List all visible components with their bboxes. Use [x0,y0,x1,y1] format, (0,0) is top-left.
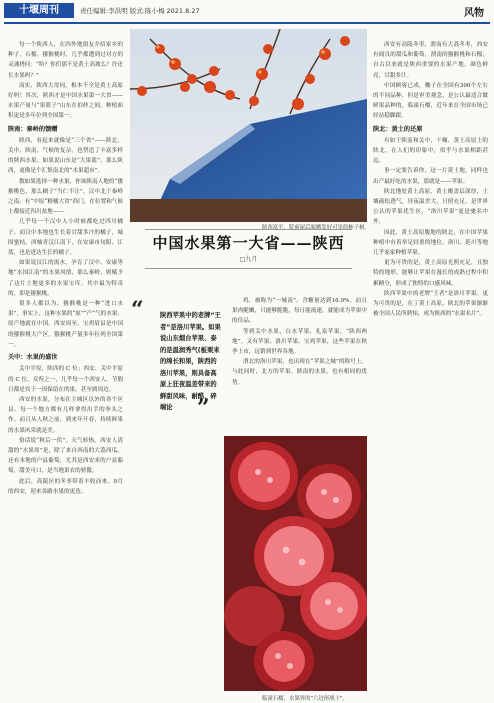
paragraph: 如果说汉江的流水，孕育了汉中、安康等地“水国江南”的水果风情，那么秦岭，则赋予了这片土地更多的水果宝库。其中最为特奇的，即是猕猴桃。 [8,260,123,297]
persimmon-illustration [130,29,367,222]
article-title: 中国水果第一大省——陕西 [152,234,345,252]
paragraph: 数如果选择一种水果，你该陕南人地的“猕猴桃色，那么橘子“当仁不让”。汉中北于秦岭之南，有“中原“粮桶大省”西门，在位置和气候上都接近四川盆地—— [8,178,123,216]
paragraph: 西安有高陵冬枣，渭南有大荔冬枣，西安有阎良的甜瓜和葡萄，渭南的猕猴桃和石榴，自古以来就是陕西重要的水果产地，颜色鲜亮，甘甜多汁。 [373,42,488,79]
title-rule-top [145,229,352,230]
column-right [373,40,488,700]
paragraph: 几乎每一个汉中人小时候都吃过四川橘子。而汉中本地也生长着甘甜多汁的橘子，城固蜜桔、西柚青汉江南下，在安康市旬阳、江蓝，也是进达生长的橘子。 [8,219,123,257]
photo-top-caption: 陕西富平，院前屋后晾晒发好可见的柿子树。 [262,225,370,231]
paragraph: 而实，陕西大母同，根本不全是黄土高原好吗！其次，陕西才是中国水果第一大省——水果产量与“果篮子”山东在伯仲之间，种植面积更是多年位列全国第一。 [8,82,123,120]
subheading: 陕北：黄土的还原 [373,125,423,133]
paragraph: 有如于陕南和关中，干燥、黄土高原上的陕北，在人们的印象中，似乎与水果相距甚远。 [373,137,488,165]
paragraph: 事一定要告诉你，这一片黄土地，同样也出产最好吃的水果，那就是——苹果。 [373,168,488,185]
paragraph: 等到关中水果，白水苹果、礼泉苹果，“陕西两地”。又有苹果、洛川苹果、宝鸡苹果，这些苹果在秋季上市，远销到世界各地。 [232,328,367,356]
pull-quote: 陕西苹果中的老牌“王者”是洛川苹果。如果说山东烟台苹果、泰的是温润秀气(板栗来的绵长和果，陕西的洛川苹果，则具备高原上狂夜温差带来的鲜甜风味，耐酷、碎端论 [160,312,221,411]
section-title: 风物 [464,8,484,19]
open-quote-icon: “ [131,297,144,323]
paragraph: 西安的水果，分布在主城区以外的各个区县。每一个地方都有几样拿得出手的拳头之作。而且从人秋之前，到来年开春，持续鲜果的水果风采就是美。 [8,396,123,434]
paragraph: 中国顾客已成，椭子在全国有300个左右的不同品种，但是审美观念，是公认最适合做鲜果品种的，临潼石榴，近年来在全国市场已经站稳脚跟。 [373,82,488,120]
paragraph: 更为可贵的是，黄土高原光照充足，且独特的地形，能够让苹果在漫长的成熟过程中积累糖分，形成了独特的口感风味。 [373,260,488,287]
paragraph: 渭北的洛川苹果，也出现在“苹果之城”的称号上。与此同时，北方的苹果、陕南的水果，也有相同的优势。 [232,359,367,386]
persimmon-photo [130,29,367,222]
paragraph: 很多人都以为，猕猴桃是一种“进口水果”，事实上，这种水果的“原”“产“气的水果，原产地就在中国。西安周至、宝鸡眉县是中国的猕猴桃大产区，猕猴桃产量多年位列全国第一。 [8,301,123,348]
header-rule [4,22,490,24]
paragraph: 陕西苹果中的老牌“王者”是洛川苹果。更为可贵的是，在丁黄土高原，陕北的苹果渐渐被全国人民所熟知，成为陕西的“水果名片”。 [373,290,488,318]
article-author: □九月 [239,256,258,263]
column-left [8,40,123,700]
paragraph: 陕西，看起来就像是“三个省”——陕北，关中、陕南。气候的复杂，也塑造了丰富多样的陕西水果。如果说山东是“大果篮”，那么陕西，更像是个汇集南北的“水果超市”。 [8,137,123,175]
column-middle [232,296,367,432]
paragraph: 鸡，被称为“一城南”。含糖量达到16.9%，而且果肉脆嫩，只能够脆脆，每日能流速，就能成为苹果中的佳品。 [232,298,367,325]
paragraph: 每一个陕西人，在四外地朋友介绍家乡的种子。石榴、猕猴桃时，几乎都遭到过对方的灵魂拷问：“哈？你们那不是黄土高坡么？许还长水果吗？” [8,42,123,79]
photo-bottom-caption: 临潼石榴，水果界的"六边形战士"。 [262,696,348,702]
subheading: 关中：水果的盛世 [8,354,58,362]
paragraph: 此后，高陵区的冬枣带着丰收而来。9月的西安，迎来各路水果的更迭。 [8,478,123,495]
page-header [0,0,494,22]
paragraph: 关中平原，陕西的 C 位；西安、关中平原的 C 位。众所之一，几乎每一个西安人，节假日都是宾于一因保留在的果，甚至到周边。 [8,366,123,393]
paragraph: 因此，黄土高原腹地的陕北，在中国苹果种植中有着举足轻重的地位，洛川、延川等地几乎家家种植苹果。 [373,229,488,257]
subheading: 陕南：秦岭的馈赠 [8,125,58,133]
pomegranate-photo [224,436,367,691]
pomegranate-illustration [224,436,367,691]
paragraph: 俗话说“秋后一伏”。天气转热，西安人清甜的“水果周”是，除了来自西南的大荔西瓜，还有本地的户县葡萄，尤其是西安来的户县葡萄，甜美可口，是当地果农的骄傲。 [8,437,123,475]
masthead-logo: 十堰周刊 [4,3,74,18]
editor-meta: 责任编辑:李洪明 版式:陈小梅 2021.8.27 [80,7,200,15]
title-rule-bottom [145,268,352,269]
close-quote-icon: ” [197,395,210,421]
paragraph: 陕北地处黄土高原，黄土覆盖层深厚，土壤疏松透气，昼夜温差大，日照充足，是世界公认的苹果优生区，“洛川苹果”更是驰名中外。 [373,188,488,226]
